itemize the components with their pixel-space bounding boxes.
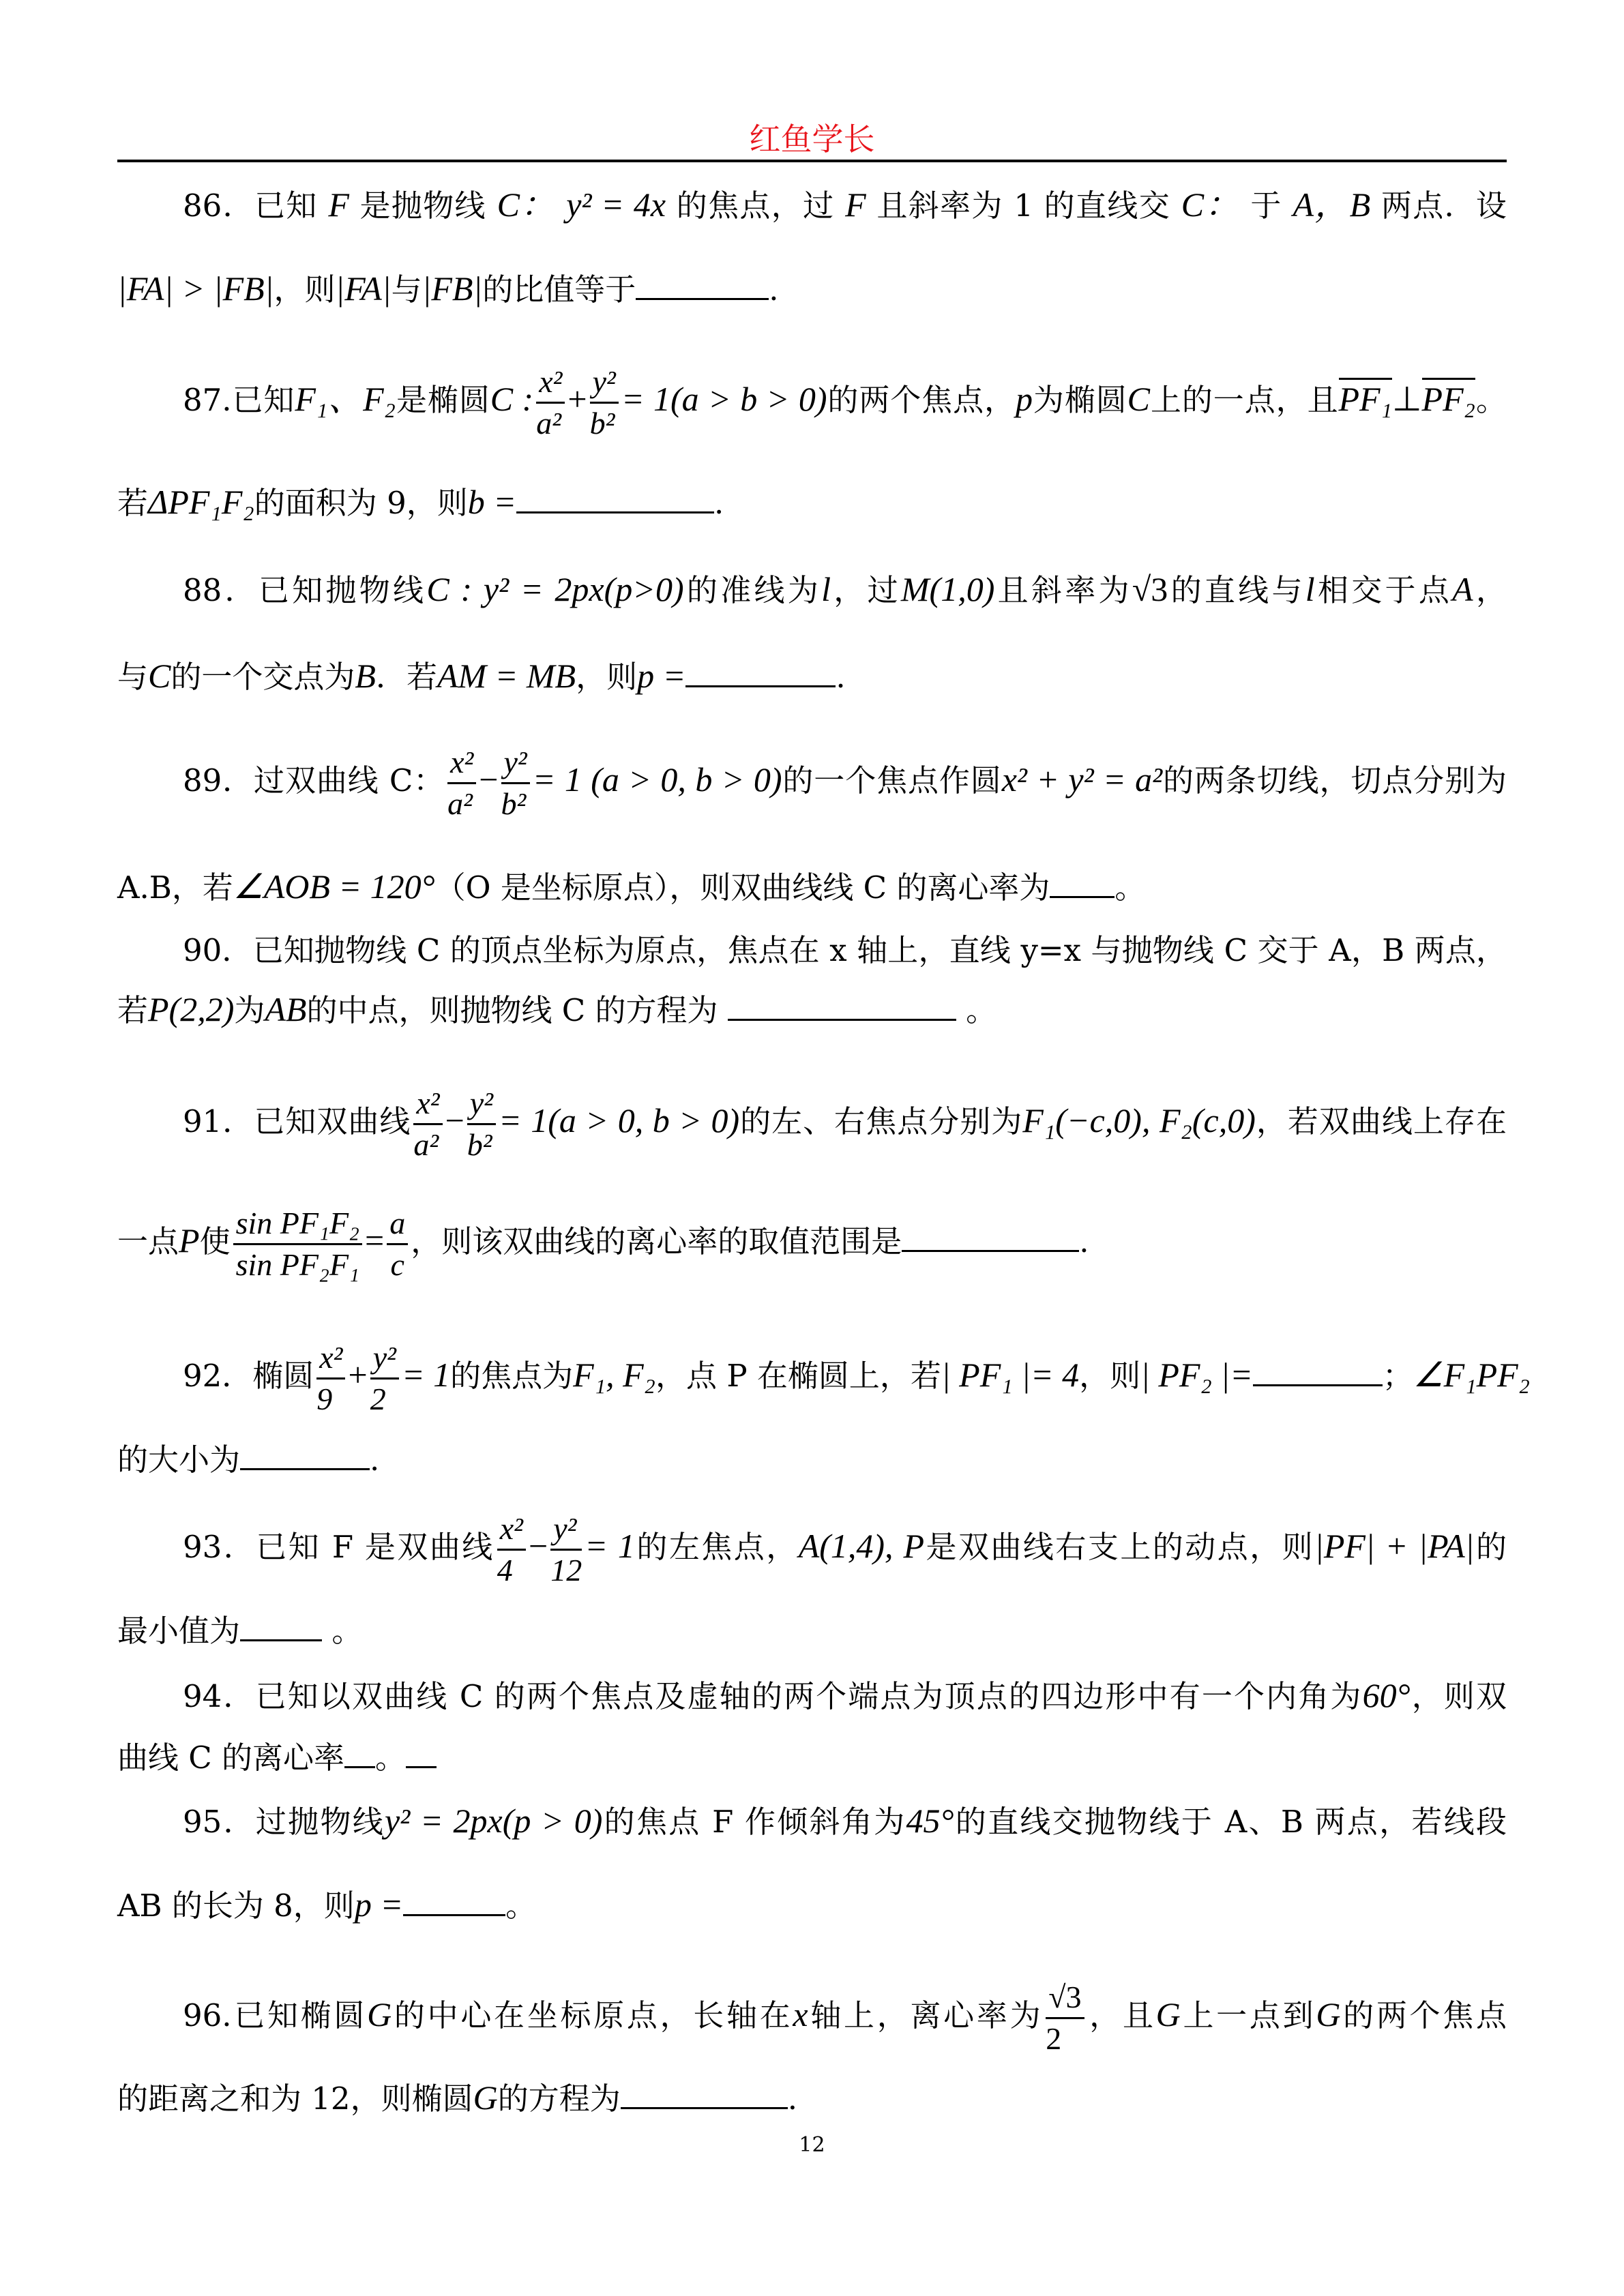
text: 是椭圆 — [396, 382, 490, 418]
math: M(1,0) — [900, 570, 995, 608]
problem-96-line-1 — [183, 1973, 1507, 2059]
problem-88-line-1 — [183, 569, 1507, 611]
text: 的方程为 — [497, 2081, 621, 2117]
problem-96-line-2 — [117, 2077, 1507, 2119]
text: 轴上，离心率为 — [808, 1997, 1044, 2033]
vector-equation: AM = MB — [437, 657, 576, 695]
text: 使 — [199, 1223, 231, 1259]
answer-blank[interactable] — [685, 658, 836, 687]
answer-blank[interactable] — [1253, 1357, 1383, 1386]
math: x — [793, 1995, 808, 2033]
equation: = 1(a > b > 0) — [621, 380, 827, 418]
text: 上的一点，且 — [1150, 382, 1339, 418]
text: ，且 — [1087, 1997, 1156, 2033]
answer-blank[interactable] — [636, 271, 769, 300]
math: = — [365, 1221, 385, 1259]
text: 86．已知 — [183, 188, 318, 224]
numerator: √3 — [1046, 1978, 1084, 2019]
math: C — [148, 657, 171, 695]
numerator: x² — [413, 1084, 442, 1125]
problem-87-line-2 — [117, 481, 1507, 524]
text: 的两个焦点， — [827, 382, 1016, 418]
text: 的焦点 F 作倾斜角为 — [602, 1804, 906, 1840]
math: F₁(−c,0), F₂(c,0) — [1022, 1101, 1256, 1139]
fraction — [536, 362, 565, 443]
text: 与 — [117, 659, 149, 695]
text: 的直线交抛物线于 A、B 两点，若线段 — [954, 1804, 1507, 1840]
text: ．若 — [375, 659, 437, 695]
math: |PF| + |PA| — [1314, 1527, 1475, 1565]
text: 于 — [1250, 188, 1282, 224]
text: ， — [1473, 572, 1507, 608]
numerator: sin PF₁F₂ — [233, 1204, 362, 1245]
fraction — [501, 743, 530, 824]
numerator: x² — [497, 1509, 526, 1551]
denominator: 12 — [550, 1553, 582, 1587]
answer-blank[interactable] — [516, 484, 714, 513]
denominator: 4 — [497, 1553, 513, 1587]
math: F — [328, 185, 349, 224]
text: 的左、右焦点分别为 — [739, 1103, 1023, 1139]
equation: = 1 — [585, 1527, 635, 1565]
text: 一点 — [117, 1223, 179, 1259]
denominator: 2 — [370, 1382, 386, 1416]
text: ，则 — [274, 271, 336, 308]
text: 的两个焦点 — [1340, 1997, 1507, 2033]
fraction — [550, 1509, 582, 1590]
math: C : — [490, 380, 534, 418]
equation: x² + y² = a² — [1001, 760, 1163, 799]
math: F₁、F₂ — [295, 380, 396, 418]
text: 的距离之和为 12，则椭圆 — [117, 2081, 473, 2117]
numerator: x² — [447, 743, 476, 784]
text: . — [713, 485, 724, 521]
denominator: 2 — [1046, 2021, 1062, 2056]
answer-blank[interactable] — [403, 1887, 505, 1916]
fraction — [316, 1338, 345, 1419]
math: b = — [467, 483, 516, 521]
numerator: y² — [550, 1509, 582, 1551]
math: ΔPF₁F₂ — [148, 483, 254, 521]
math: l — [1305, 570, 1315, 608]
equation: = 1 (a > 0, b > 0) — [532, 760, 782, 799]
text: . — [787, 2081, 798, 2117]
math: + — [348, 1356, 368, 1394]
math: C： — [1181, 185, 1240, 224]
text: ，若双曲线上存在 — [1255, 1103, 1507, 1139]
numerator: x² — [536, 362, 565, 404]
text: 是双曲线右支上的动点，则 — [924, 1529, 1315, 1565]
text: . — [769, 271, 779, 308]
fraction — [413, 1084, 442, 1165]
problem-89-line-2 — [117, 866, 1507, 908]
answer-blank[interactable] — [240, 1612, 322, 1641]
text: 。 — [375, 1740, 407, 1776]
denominator: 9 — [316, 1382, 333, 1416]
text: 95．过抛物线 — [183, 1804, 385, 1840]
text: 的中心在坐标原点，长轴在 — [392, 1997, 793, 2033]
fraction — [370, 1338, 399, 1419]
text: 且斜率为 1 的直线交 — [876, 188, 1171, 224]
equation: y² = 4x — [566, 185, 666, 224]
text: 若 — [117, 992, 149, 1028]
problem-94-line-2 — [117, 1738, 1507, 1778]
text: . — [1079, 1223, 1089, 1259]
text: 87.已知 — [183, 382, 295, 418]
problem-86-line-2 — [117, 268, 1507, 310]
text: 的两条切线，切点分别为 — [1162, 762, 1507, 799]
text: 。 — [966, 992, 997, 1028]
math: √3 — [1132, 570, 1168, 608]
math: AB — [265, 990, 307, 1028]
fraction — [467, 1084, 496, 1165]
text: 92．椭圆 — [183, 1358, 314, 1394]
problem-87-line-1 — [183, 358, 1507, 443]
text: ，则双 — [1410, 1678, 1507, 1714]
math: | PF₂ |= — [1140, 1356, 1253, 1394]
math: |FA| > |FB| — [117, 269, 274, 308]
text: ，过 — [831, 572, 901, 608]
math: ∠F₁PF₂ — [1413, 1356, 1531, 1394]
text: （O 是坐标原点），则双曲线线 C 的离心率为 — [434, 869, 1050, 906]
numerator: x² — [316, 1338, 345, 1380]
fraction — [233, 1204, 362, 1285]
text: 。 — [505, 1888, 537, 1924]
denominator: b² — [501, 786, 527, 821]
math: G — [473, 2078, 498, 2117]
denominator: b² — [467, 1127, 492, 1162]
math: A(1,4), P — [798, 1527, 925, 1565]
header-title: 红鱼学长 — [749, 121, 875, 158]
text: 89．过双曲线 C： — [183, 762, 445, 799]
denominator: a² — [536, 406, 561, 441]
math: P(2,2) — [148, 990, 235, 1028]
denominator: b² — [589, 406, 615, 441]
math: C： — [497, 185, 556, 224]
problem-95-line-2 — [117, 1884, 1507, 1926]
text: 的左焦点， — [634, 1529, 799, 1565]
answer-blank[interactable] — [344, 1739, 375, 1768]
problem-94-line-1 — [183, 1675, 1507, 1717]
math: p — [1015, 380, 1033, 418]
math: − — [479, 760, 499, 799]
denominator: c — [390, 1247, 404, 1282]
text: 相交于点 — [1314, 572, 1453, 608]
text: ； — [1382, 1358, 1413, 1394]
math: F — [845, 185, 866, 224]
problem-91-line-1 — [183, 1079, 1507, 1165]
math: A — [1452, 570, 1473, 608]
fraction — [387, 1204, 408, 1285]
vector: PF₂ — [1422, 378, 1475, 418]
text: 的 — [1474, 1529, 1507, 1565]
fraction — [1046, 1978, 1084, 2059]
text: 96.已知椭圆 — [183, 1997, 368, 2033]
numerator: a — [387, 1204, 408, 1245]
problem-90-line-2 — [117, 989, 1507, 1031]
math: − — [445, 1101, 464, 1139]
answer-blank[interactable] — [1050, 869, 1114, 898]
answer-blank[interactable] — [621, 2080, 788, 2109]
equation: C : y² = 2px(p>0) — [426, 570, 684, 608]
text: 。 — [331, 1613, 363, 1649]
math: ∠AOB = 120° — [233, 867, 435, 906]
equation: = 1(a > 0, b > 0) — [499, 1101, 740, 1139]
problem-93-line-1 — [183, 1505, 1507, 1590]
answer-blank[interactable] — [406, 1739, 437, 1768]
numerator: y² — [501, 743, 530, 784]
text: 若 — [117, 485, 149, 521]
math: 45° — [906, 1802, 954, 1840]
numerator: y² — [370, 1338, 399, 1380]
numerator: y² — [467, 1084, 496, 1125]
math: ⊥ — [1391, 380, 1422, 418]
text: 的准线为 — [683, 572, 822, 608]
text: ，则 — [1079, 1358, 1141, 1394]
fraction — [447, 743, 476, 824]
text: 91．已知双曲线 — [183, 1103, 411, 1139]
text: 93．已知 F 是双曲线 — [183, 1529, 494, 1565]
math: G — [1316, 1995, 1341, 2033]
problem-89-line-1 — [183, 739, 1507, 824]
math: |FA| — [335, 269, 392, 308]
problem-92-line-2 — [117, 1440, 1507, 1480]
math: | PF₁ |= 4 — [941, 1356, 1080, 1394]
text: 的比值等于 — [482, 271, 636, 308]
text: 。 — [1475, 382, 1507, 418]
math: P — [179, 1221, 200, 1259]
math: B — [355, 657, 376, 695]
problem-88-line-2 — [117, 655, 1507, 698]
text: 的焦点为 — [450, 1358, 574, 1394]
denominator: a² — [447, 786, 473, 821]
problem-92-line-1 — [183, 1334, 1531, 1419]
problem-95-line-1 — [183, 1800, 1507, 1843]
page-number: 12 — [799, 2133, 825, 2157]
problem-86-line-1 — [183, 184, 1507, 226]
text: ，点 P 在椭圆上，若 — [655, 1358, 941, 1394]
math: + — [567, 380, 587, 418]
text: 的直线与 — [1168, 572, 1305, 608]
math: A，B — [1293, 185, 1371, 224]
text: 曲线 C 的离心率 — [117, 1740, 345, 1776]
text: 94．已知以双曲线 C 的两个焦点及虚轴的两个端点为顶点的四边形中有一个内角为 — [183, 1678, 1363, 1714]
math: 60° — [1362, 1676, 1411, 1714]
text: 为椭圆 — [1032, 382, 1127, 418]
text: 的一个交点为 — [171, 659, 355, 695]
text: 88．已知抛物线 — [183, 572, 427, 608]
header-divider — [117, 160, 1507, 162]
text: 。 — [1114, 869, 1146, 906]
answer-blank[interactable] — [240, 1441, 370, 1470]
vector: PF₁ — [1339, 378, 1392, 418]
denominator: sin PF₂F₁ — [235, 1247, 360, 1282]
fraction — [497, 1509, 526, 1590]
text: AB 的长为 8，则 — [117, 1888, 355, 1924]
text: 的一个焦点作圆 — [782, 762, 1002, 799]
text: 90．已知抛物线 C 的顶点坐标为原点，焦点在 x 轴上，直线 y=x 与抛物线 C 交于 A，B 两点， — [183, 932, 1507, 968]
text: . — [836, 659, 846, 695]
problem-90-line-1 — [183, 930, 1507, 971]
text: 两点．设 — [1381, 188, 1507, 224]
math: p = — [354, 1885, 404, 1924]
math: G — [1155, 1995, 1181, 2033]
text: 的焦点，过 — [676, 188, 835, 224]
text: 的大小为 — [117, 1442, 241, 1478]
text: 与 — [391, 271, 422, 308]
text: 是抛物线 — [359, 188, 486, 224]
math: l — [821, 570, 831, 608]
text: ，则该双曲线的离心率的取值范围是 — [411, 1223, 902, 1259]
text: A.B，若 — [117, 869, 233, 906]
answer-blank[interactable] — [728, 992, 956, 1021]
equation: y² = 2px(p > 0) — [385, 1802, 603, 1840]
problem-91-line-2 — [117, 1199, 1507, 1285]
equation: = 1 — [401, 1356, 451, 1394]
math: C — [1127, 380, 1151, 418]
text: 且斜率为 — [994, 572, 1132, 608]
math: p = — [637, 657, 686, 695]
numerator: y² — [590, 362, 619, 404]
text: 为 — [234, 992, 265, 1028]
text: 最小值为 — [117, 1613, 241, 1649]
math: F₁, F₂ — [573, 1356, 656, 1394]
text: 上一点到 — [1180, 1997, 1316, 2033]
fraction — [590, 362, 619, 443]
text: ，则 — [576, 659, 638, 695]
text: 的面积为 9，则 — [254, 485, 468, 521]
problem-93-line-2 — [117, 1611, 1507, 1652]
text: 的中点，则抛物线 C 的方程为 — [306, 992, 718, 1028]
math: − — [528, 1527, 548, 1565]
answer-blank[interactable] — [902, 1223, 1079, 1252]
denominator: a² — [413, 1127, 439, 1162]
math: G — [367, 1995, 392, 2033]
math: |FB| — [422, 269, 483, 308]
text: . — [370, 1442, 380, 1478]
